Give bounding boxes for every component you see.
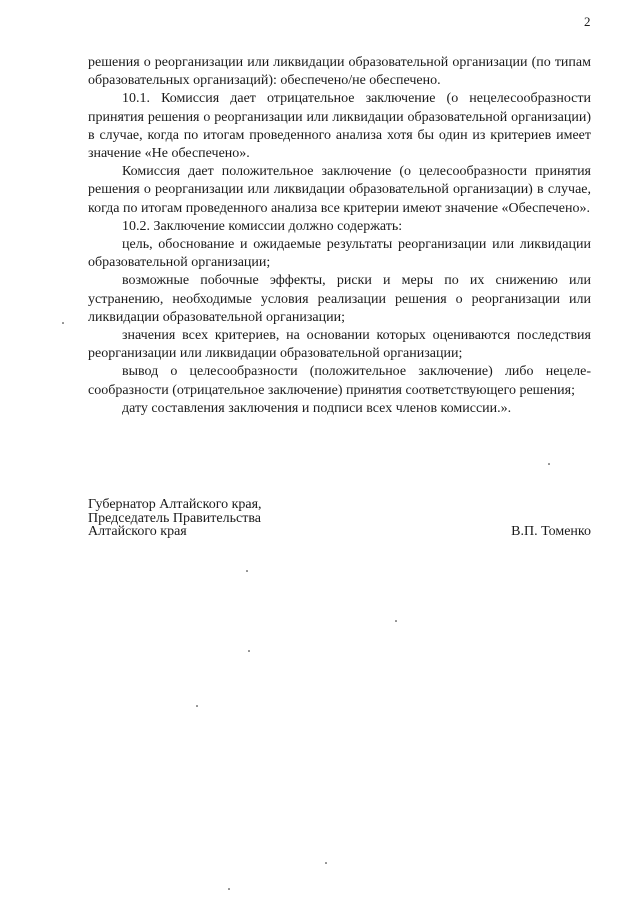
page-number: 2 — [584, 14, 591, 29]
signer-name: В.П. Томенко — [511, 524, 591, 539]
scan-speck — [325, 862, 327, 864]
paragraph: вывод о целесообразности (положительное заключение) либо нецелесообразности (отрицательное заключение) принятия соответствующего решения; — [88, 364, 591, 398]
signer-title-line: Губернатор Алтайского края, — [88, 497, 262, 512]
paragraph: 10.1. Комиссия дает отрицательное заключение (о нецелесообразности принятия решения о реорганизации или ликвидации образовательной организации) в случае, когда по итогам проведенного анализа хотя бы один из критериев имеет значение «Не обеспечено». — [88, 91, 591, 162]
scan-speck — [248, 650, 250, 652]
scan-speck — [228, 888, 230, 890]
signature-block — [88, 498, 591, 539]
document-body — [88, 54, 591, 418]
paragraph: Комиссия дает положительное заключение (о целесообразности принятия решения о реорганизации или ликвидации образовательной организации) в случае, когда по итогам проведенного анализа все критерии имеют значение «Обеспечено». — [88, 164, 591, 216]
paragraph: решения о реорганизации или ликвидации образовательной организации (по типам образовательных организаций): обеспечено/не обеспечено. — [88, 55, 591, 89]
paragraph: значения всех критериев, на основании которых оцениваются последствия реорганизации или ликвидации образовательной организации; — [88, 328, 591, 362]
signer-title-line: Алтайского края — [88, 524, 187, 539]
paragraph: дату составления заключения и подписи всех членов комиссии.». — [122, 400, 512, 416]
paragraph: 10.2. Заключение комиссии должно содержать: — [122, 218, 403, 234]
scan-speck — [196, 705, 198, 707]
scan-speck — [246, 570, 248, 572]
scan-speck — [62, 322, 64, 324]
paragraph: возможные побочные эффекты, риски и меры по их снижению или устранению, необходимые условия реализации решения о реорганизации или ликвидации образовательной организации; — [88, 273, 591, 325]
scan-speck — [548, 463, 550, 465]
signer-title-line: Председатель Правительства — [88, 510, 261, 526]
paragraph: цель, обоснование и ожидаемые результаты реорганизации или ликвидации образовательной организации; — [88, 237, 591, 271]
scan-speck — [395, 620, 397, 622]
